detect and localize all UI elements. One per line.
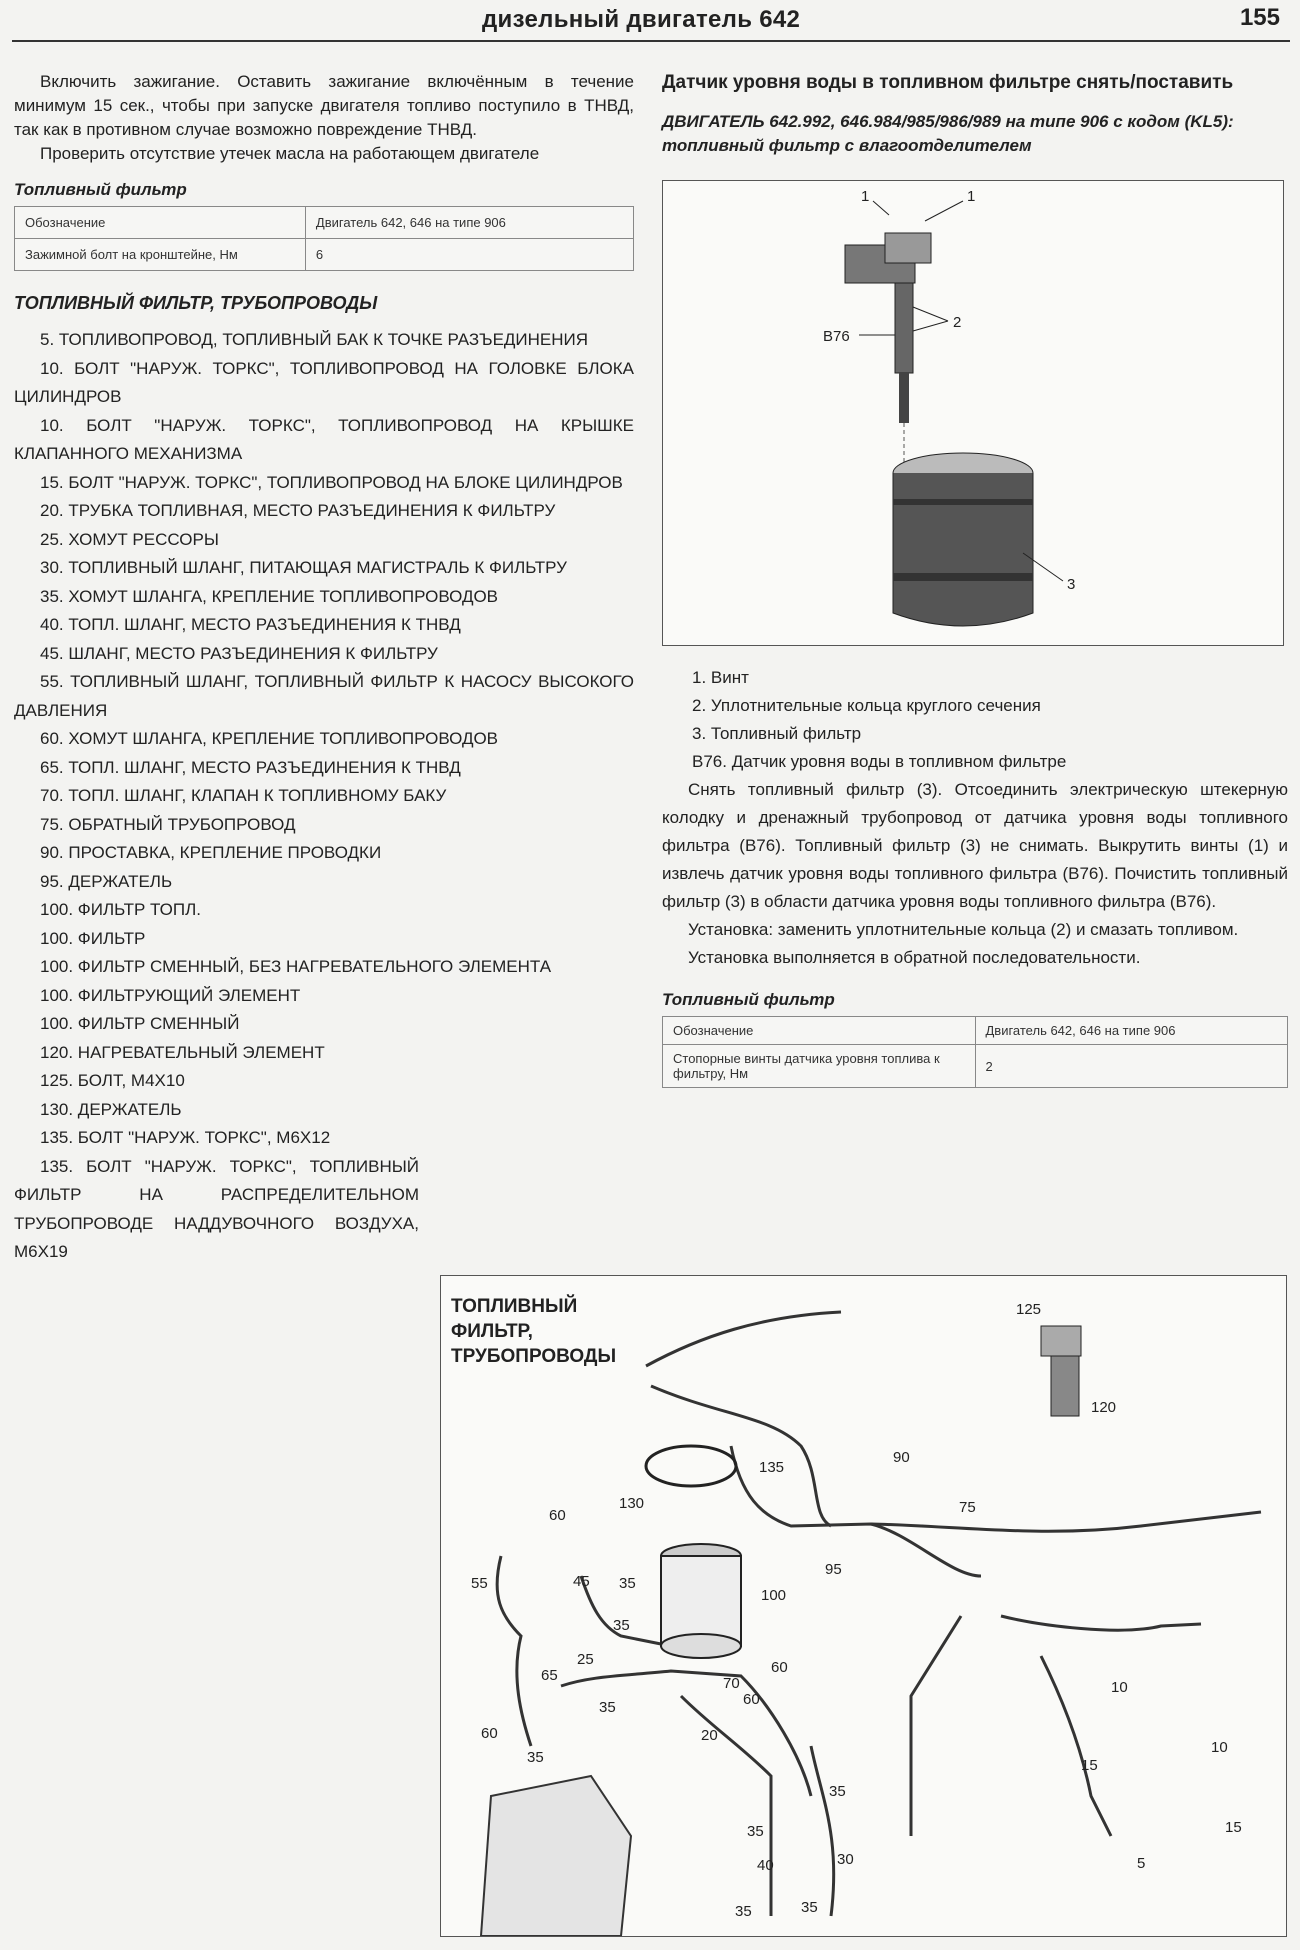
sensor-tip-shape [899, 373, 909, 423]
list-item: 60. ХОМУТ ШЛАНГА, КРЕПЛЕНИЕ ТОПЛИВОПРОВОДОВ [40, 729, 499, 748]
leader-line [925, 201, 963, 221]
table-cell: Обозначение [15, 207, 306, 239]
table-cell: 2 [975, 1045, 1288, 1088]
tube-shape [1041, 1656, 1111, 1836]
callout-label: 40 [757, 1857, 774, 1874]
leader-line [873, 201, 889, 215]
list-item: 135. БОЛТ "НАРУЖ. ТОРКС", ТОПЛИВНЫЙ ФИЛЬТР НА РАСПРЕДЕЛИТЕЛЬНОМ ТРУБОПРОВОДЕ НАДДУВОЧНОГО ВОЗДУХА, M6X19 [14, 1156, 419, 1261]
table-row [15, 207, 634, 239]
filter-band-shape [893, 573, 1033, 581]
table-cell: Зажимной болт на кронштейне, Нм [15, 239, 306, 271]
list-item: 65. ТОПЛ. ШЛАНГ, МЕСТО РАЗЪЕДИНЕНИЯ К ТНВД [40, 757, 461, 777]
list-item: 95. ДЕРЖАТЕЛЬ [40, 871, 173, 891]
table-cell: Двигатель 642, 646 на типе 906 [975, 1017, 1288, 1045]
list-item: 35. ХОМУТ ШЛАНГА, КРЕПЛЕНИЕ ТОПЛИВОПРОВОДОВ [40, 586, 499, 606]
callout-label: 60 [481, 1725, 498, 1742]
list-item: 15. БОЛТ "НАРУЖ. ТОРКС", ТОПЛИВОПРОВОД НА БЛОКЕ ЦИЛИНДРОВ [40, 472, 623, 492]
callout-label: 135 [759, 1459, 785, 1476]
table-cell: Двигатель 642, 646 на типе 906 [305, 207, 633, 239]
list-item: 130. ДЕРЖАТЕЛЬ [40, 1099, 182, 1119]
callout-label: 120 [1091, 1399, 1117, 1416]
callout-label: 1 [861, 188, 870, 205]
filter-bottom-shape [661, 1634, 741, 1658]
legend-item: 2. Уплотнительные кольца круглого сечения [692, 696, 1041, 715]
list-item: 120. НАГРЕВАТЕЛЬНЫЙ ЭЛЕМЕНТ [40, 1042, 325, 1062]
table-cell: 6 [305, 239, 633, 271]
fuel-line-shape [871, 1524, 981, 1576]
intro-paragraph: Включить зажигание. Оставить зажигание включённым в течение минимум 15 сек., чтобы при запуске двигателя топливо поступило в ТНВД, так как в противном случае возможно повреждение ТНВД. [14, 72, 634, 139]
fuel-line-shape [646, 1312, 841, 1366]
list-item: 135. БОЛТ "НАРУЖ. ТОРКС", M6X12 [40, 1128, 331, 1147]
callout-label: 125 [1016, 1301, 1042, 1318]
return-line-shape [731, 1446, 1261, 1531]
left-column [14, 70, 634, 1267]
callout-label: 2 [953, 314, 962, 331]
running-title: дизельный двигатель 642 [482, 6, 801, 33]
callout-label: 35 [613, 1617, 630, 1634]
list-item: 125. БОЛТ, M4X10 [40, 1071, 185, 1090]
filter-body-shape [893, 473, 1033, 626]
table-row [663, 1045, 1288, 1088]
callout-label: 90 [893, 1449, 910, 1466]
callout-label: 35 [801, 1899, 818, 1916]
heater-head-shape [1041, 1326, 1081, 1356]
callout-label: 20 [701, 1727, 718, 1744]
list-item: 30. ТОПЛИВНЫЙ ШЛАНГ, ПИТАЮЩАЯ МАГИСТРАЛЬ К ФИЛЬТРУ [40, 558, 567, 577]
callout-label: 5 [1137, 1855, 1146, 1872]
filter-canister-shape [661, 1556, 741, 1646]
table-cell: Обозначение [663, 1017, 976, 1045]
list-item: 75. ОБРАТНЫЙ ТРУБОПРОВОД [40, 814, 296, 834]
right-column [662, 70, 1288, 1088]
torque-table [662, 1016, 1288, 1088]
callout-label: 35 [735, 1903, 752, 1920]
section-subheading: ДВИГАТЕЛЬ 642.992, 646.984/985/986/989 на типе 906 с кодом (KL5): топливный фильтр с влагоотделителем [662, 112, 1234, 155]
callout-label: 25 [577, 1651, 594, 1668]
legend-item: 3. Топливный фильтр [692, 724, 862, 743]
figure-legend [692, 664, 1288, 776]
exploded-diagram [440, 1275, 1287, 1937]
list-item: 90. ПРОСТАВКА, КРЕПЛЕНИЕ ПРОВОДКИ [40, 843, 382, 862]
callout-label: 95 [825, 1561, 842, 1578]
body-paragraph: Снять топливный фильтр (3). Отсоединить электрическую штекерную колодку и дренажный трубопровод от датчика уровня воды топливного фильтра (B76). Топливный фильтр (3) не снимать. Выкрутить винты (1) и извлечь датчик уровня воды топливного фильтра (B76). Почистить топливный фильтр (3) в области датчика уровня воды топливного фильтра (B76). [662, 780, 1288, 911]
torque-table [14, 206, 634, 271]
filter-band-shape [893, 499, 1033, 505]
section-heading: Датчик уровня воды в топливном фильтре снять/поставить [662, 72, 1234, 93]
section-title: ТОПЛИВНЫЙ ФИЛЬТР, ТРУБОПРОВОДЫ [14, 293, 378, 313]
table-caption: Топливный фильтр [14, 180, 187, 199]
sensor-figure [662, 180, 1284, 646]
list-item: 55. ТОПЛИВНЫЙ ШЛАНГ, ТОПЛИВНЫЙ ФИЛЬТР К НАСОСУ ВЫСОКОГО ДАВЛЕНИЯ [14, 672, 634, 720]
pump-outline-shape [481, 1776, 631, 1936]
leader-line [913, 307, 948, 321]
sensor-head-shape [885, 233, 931, 263]
callout-label: 60 [743, 1691, 760, 1708]
callout-label: 45 [573, 1573, 590, 1590]
hose-shape [561, 1671, 811, 1796]
callout-label: 35 [527, 1749, 544, 1766]
callout-label: 65 [541, 1667, 558, 1684]
sensor-drawing [663, 181, 1283, 645]
callout-label: 60 [771, 1659, 788, 1676]
list-item: 100. ФИЛЬТР СМЕННЫЙ, БЕЗ НАГРЕВАТЕЛЬНОГО ЭЛЕМЕНТА [40, 957, 552, 976]
callout-label: 35 [619, 1575, 636, 1592]
list-item: 20. ТРУБКА ТОПЛИВНАЯ, МЕСТО РАЗЪЕДИНЕНИЯ К ФИЛЬТРУ [40, 501, 556, 520]
list-item: 70. ТОПЛ. ШЛАНГ, КЛАПАН К ТОПЛИВНОМУ БАКУ [40, 786, 447, 805]
tube-shape [811, 1746, 834, 1916]
list-item: 5. ТОПЛИВОПРОВОД, ТОПЛИВНЫЙ БАК К ТОЧКЕ РАЗЪЕДИНЕНИЯ [40, 330, 589, 349]
table-row [663, 1017, 1288, 1045]
body-paragraph: Установка: заменить уплотнительные кольца (2) и смазать топливом. [688, 920, 1239, 939]
callout-label: 15 [1081, 1757, 1098, 1774]
callout-label: 100 [761, 1587, 787, 1604]
list-item: 100. ФИЛЬТРУЮЩИЙ ЭЛЕМЕНТ [40, 985, 301, 1005]
list-item: 100. ФИЛЬТР ТОПЛ. [40, 900, 201, 919]
callout-label: 30 [837, 1851, 854, 1868]
page-header [12, 0, 1290, 42]
holder-ring-shape [646, 1446, 736, 1486]
tube-shape [681, 1696, 771, 1916]
callout-label: 35 [599, 1699, 616, 1716]
parts-list [14, 326, 634, 1267]
callout-label: 15 [1225, 1819, 1242, 1836]
list-item: 10. БОЛТ "НАРУЖ. ТОРКС", ТОПЛИВОПРОВОД НА КРЫШКЕ КЛАПАННОГО МЕХАНИЗМА [14, 415, 634, 463]
callout-label: 130 [619, 1495, 645, 1512]
callout-label: 75 [959, 1499, 976, 1516]
fuel-line-shape [651, 1386, 831, 1526]
list-item: 100. ФИЛЬТР СМЕННЫЙ [40, 1014, 240, 1033]
table-row [15, 239, 634, 271]
page-number: 155 [1239, 4, 1280, 31]
list-item: 40. ТОПЛ. ШЛАНГ, МЕСТО РАЗЪЕДИНЕНИЯ К ТНВД [40, 615, 461, 634]
diagram-title: ТОПЛИВНЫЙ ФИЛЬТР, ТРУБОПРОВОДЫ [451, 1296, 617, 1367]
callout-label: 3 [1067, 576, 1076, 593]
table-caption: Топливный фильтр [662, 990, 835, 1009]
callout-label: 35 [829, 1783, 846, 1800]
legend-item: 1. Винт [692, 668, 749, 687]
callout-label: 70 [723, 1675, 740, 1692]
callout-label: 55 [471, 1575, 488, 1592]
hose-shape [497, 1556, 531, 1746]
table-cell: Стопорные винты датчика уровня топлива к фильтру, Нм [663, 1045, 976, 1088]
legend-item: B76. Датчик уровня воды в топливном фильтре [692, 752, 1067, 771]
callout-label: 10 [1111, 1679, 1128, 1696]
callout-label: 35 [747, 1823, 764, 1840]
body-paragraph: Установка выполняется в обратной последовательности. [688, 948, 1141, 967]
list-item: 10. БОЛТ "НАРУЖ. ТОРКС", ТОПЛИВОПРОВОД НА ГОЛОВКЕ БЛОКА ЦИЛИНДРОВ [14, 358, 634, 406]
callout-label: 10 [1211, 1739, 1228, 1756]
callout-label: 60 [549, 1507, 566, 1524]
sensor-stem-shape [895, 283, 913, 373]
tube-shape [911, 1616, 961, 1836]
list-item: 45. ШЛАНГ, МЕСТО РАЗЪЕДИНЕНИЯ К ФИЛЬТРУ [40, 643, 438, 663]
callout-label: 1 [967, 188, 976, 205]
list-item: 100. ФИЛЬТР [40, 928, 146, 948]
list-item: 25. ХОМУТ РЕССОРЫ [40, 529, 219, 549]
callout-label: B76 [823, 328, 850, 345]
tube-shape [1001, 1616, 1201, 1630]
leader-line [913, 321, 948, 331]
intro-paragraph: Проверить отсутствие утечек масла на работающем двигателе [40, 144, 540, 163]
fuel-lines-drawing [441, 1276, 1286, 1936]
